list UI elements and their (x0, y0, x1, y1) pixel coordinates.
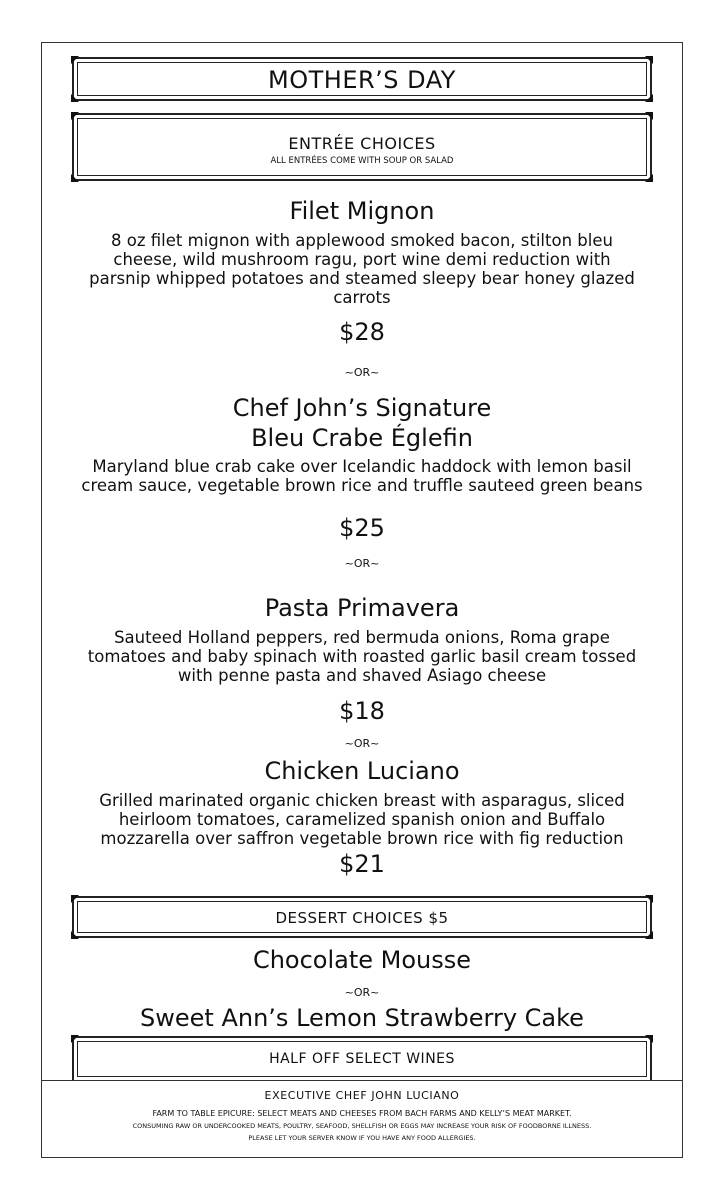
or-separator: ~OR~ (344, 366, 380, 379)
dish-description: Grilled marinated organic chicken breast with asparagus, sliced heirloom tomatoes, caramelized spanish onion and Buffalo mozzarella over saffron vegetable brown rice with fig reduction (99, 791, 625, 848)
dessert-item: Sweet Ann’s Lemon Strawberry Cake (140, 1004, 584, 1032)
dish-name: Pasta Primavera (264, 594, 460, 622)
dish-description: 8 oz filet mignon with applewood smoked bacon, stilton bleu cheese, wild mushroom ragu, port wine demi reduction with parsnip whipped potatoes and steamed sleepy bear honey glazed carrots (89, 231, 635, 307)
or-separator: ~OR~ (344, 986, 380, 999)
dish-price: $21 (339, 850, 385, 878)
dish-price: $28 (339, 318, 385, 346)
wine-heading: HALF OFF SELECT WINES (269, 1051, 455, 1067)
allergy-note: PLEASE LET YOUR SERVER KNOW IF YOU HAVE ANY FOOD ALLERGIES. (248, 1134, 476, 1142)
corner-ornament (645, 174, 653, 182)
dish-name: Chicken Luciano (264, 757, 460, 785)
entree-subheading: ALL ENTRÉES COME WITH SOUP OR SALAD (270, 156, 454, 166)
dish-description: Maryland blue crab cake over Icelandic haddock with lemon basil cream sauce, vegetable brown rice and truffle sauteed green beans (81, 457, 643, 495)
corner-ornament (645, 112, 653, 120)
corner-ornament (71, 174, 79, 182)
dish-price: $18 (339, 697, 385, 725)
food-warning: CONSUMING RAW OR UNDERCOOKED MEATS, POULTRY, SEAFOOD, SHELLFISH OR EGGS MAY INCREASE YOUR RISK OF FOODBORNE ILLNESS. (132, 1122, 592, 1130)
footer-divider (42, 1080, 682, 1081)
corner-ornament (71, 112, 79, 120)
dessert-banner (72, 896, 652, 938)
title-banner (72, 57, 652, 101)
wine-banner (72, 1036, 652, 1080)
entree-heading: ENTRÉE CHOICES (288, 134, 436, 153)
farm-note: FARM TO TABLE EPICURE: SELECT MEATS AND CHEESES FROM BACH FARMS AND KELLY’S MEAT MARKET. (152, 1109, 572, 1118)
dish-name: Chef John’s Signature (232, 394, 492, 422)
dish-name: Bleu Crabe Églefin (251, 424, 473, 452)
dish-name: Filet Mignon (289, 197, 435, 225)
or-separator: ~OR~ (344, 557, 380, 570)
or-separator: ~OR~ (344, 737, 380, 750)
dessert-heading: DESSERT CHOICES $5 (275, 909, 449, 927)
dessert-item: Chocolate Mousse (252, 946, 472, 974)
menu-title: MOTHER’S DAY (268, 66, 456, 94)
dish-price: $25 (339, 514, 385, 542)
executive-chef: EXECUTIVE CHEF JOHN LUCIANO (264, 1089, 460, 1102)
dish-description: Sauteed Holland peppers, red bermuda onions, Roma grape tomatoes and baby spinach with roasted garlic basil cream tossed with penne pasta and shaved Asiago cheese (87, 628, 637, 685)
entree-banner (72, 113, 652, 181)
